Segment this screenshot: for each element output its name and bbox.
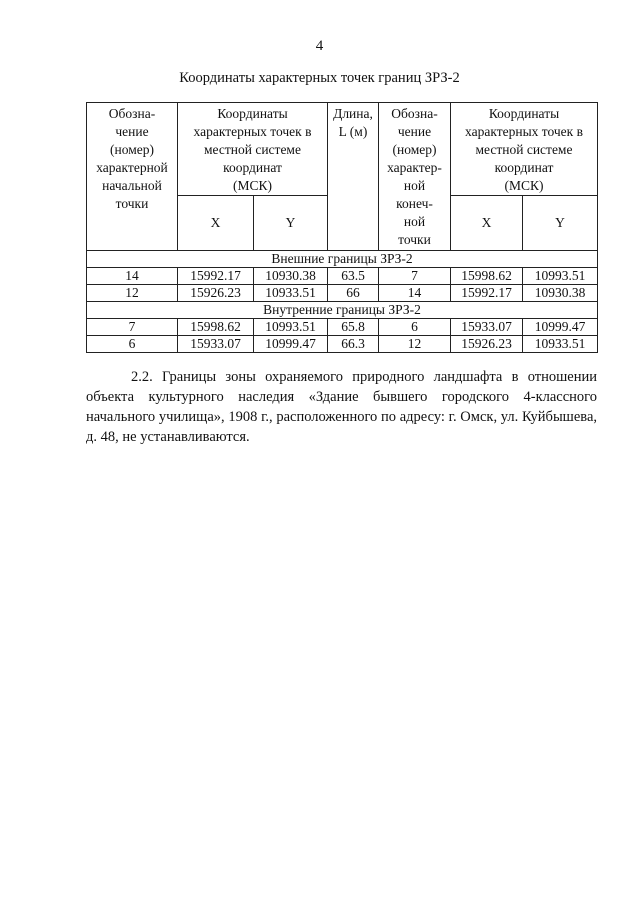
- cell-length: 63.5: [328, 268, 379, 285]
- cell-y-end: 10930.38: [523, 285, 598, 302]
- section-row: [87, 302, 598, 319]
- table-row: [87, 268, 598, 285]
- table-row: [87, 319, 598, 336]
- cell-x-start: 15992.17: [178, 268, 254, 285]
- cell-length: 65.8: [328, 319, 379, 336]
- section-inner-label: Внутренние границы ЗРЗ-2: [87, 302, 598, 319]
- cell-start-point: 12: [87, 285, 178, 302]
- cell-start-point: 7: [87, 319, 178, 336]
- section-row: [87, 251, 598, 268]
- header-length: [328, 103, 379, 251]
- table-title: Координаты характерных точек границ ЗРЗ-2: [179, 70, 460, 86]
- cell-y-start: 10993.51: [254, 319, 328, 336]
- header-start-point-label: Обозна- чение (номер) характерной начальной точки: [96, 106, 168, 211]
- header-start-point: [87, 103, 178, 251]
- table-row: [87, 336, 598, 353]
- header-x-right: X: [451, 196, 523, 251]
- cell-x-end: 15992.17: [451, 285, 523, 302]
- page-number: 4: [315, 38, 324, 54]
- cell-y-end: 10999.47: [523, 319, 598, 336]
- cell-length: 66: [328, 285, 379, 302]
- cell-end-point: 14: [379, 285, 451, 302]
- cell-x-start: 15998.62: [178, 319, 254, 336]
- cell-y-end: 10993.51: [523, 268, 598, 285]
- cell-x-end: 15933.07: [451, 319, 523, 336]
- cell-y-start: 10930.38: [254, 268, 328, 285]
- cell-x-start: 15933.07: [178, 336, 254, 353]
- header-length-label: Длина, L (м): [333, 106, 373, 139]
- header-coords-left-label: Координаты характерных точек в местной системе координат (МСК): [193, 106, 312, 193]
- header-y-right: Y: [523, 196, 598, 251]
- cell-x-start: 15926.23: [178, 285, 254, 302]
- header-y-left: Y: [254, 196, 328, 251]
- body-paragraph: 2.2. Границы зоны охраняемого природного ландшафта в отношении объекта культурного наследия «Здание бывшего городского 4-классного начального училища», 1908 г., расположенного по адресу: г. Омск, ул. Куйбышева, д. 48, не устанавливаются.: [86, 369, 597, 445]
- cell-start-point: 14: [87, 268, 178, 285]
- cell-y-start: 10999.47: [254, 336, 328, 353]
- cell-end-point: 7: [379, 268, 451, 285]
- header-coords-left: [178, 103, 328, 196]
- section-outer-label: Внешние границы ЗРЗ-2: [87, 251, 598, 268]
- cell-end-point: 6: [379, 319, 451, 336]
- cell-y-end: 10933.51: [523, 336, 598, 353]
- table-row: [87, 285, 598, 302]
- cell-x-end: 15998.62: [451, 268, 523, 285]
- cell-y-start: 10933.51: [254, 285, 328, 302]
- header-end-point-label: Обозна- чение (номер) характер- ной конеч- ной точки: [387, 106, 442, 247]
- cell-x-end: 15926.23: [451, 336, 523, 353]
- header-end-point: [379, 103, 451, 251]
- coordinates-table: [86, 102, 598, 353]
- header-x-left: X: [178, 196, 254, 251]
- cell-end-point: 12: [379, 336, 451, 353]
- cell-length: 66.3: [328, 336, 379, 353]
- header-coords-right: [451, 103, 598, 196]
- cell-start-point: 6: [87, 336, 178, 353]
- header-coords-right-label: Координаты характерных точек в местной системе координат (МСК): [465, 106, 583, 193]
